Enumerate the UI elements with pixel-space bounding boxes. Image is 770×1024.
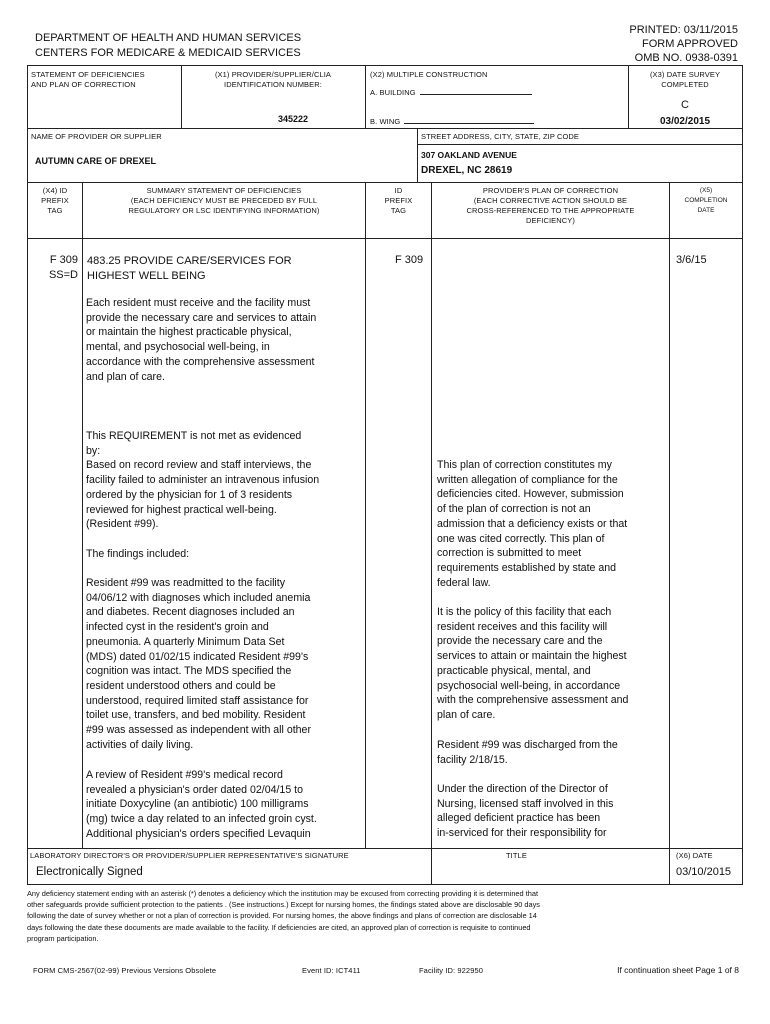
findings-label: The findings included: bbox=[86, 548, 190, 560]
event-id: Event ID: ICT411 bbox=[302, 966, 361, 975]
x4-header bbox=[28, 186, 82, 216]
signature-date: 03/10/2015 bbox=[676, 866, 732, 878]
x2-building bbox=[370, 86, 620, 98]
x4-header-line: TAG bbox=[47, 206, 63, 215]
plan-inservice-text: Under the direction of the Director of Nursing, licensed staff involved in this alleged deficient practice has been in-serviced for their responsibility for bbox=[437, 783, 614, 840]
x4-header-line: PREFIX bbox=[41, 196, 69, 205]
summary-header-line: REGULATORY OR LSC IDENTIFYING INFORMATION) bbox=[128, 206, 320, 215]
x3-label-line: COMPLETED bbox=[661, 80, 709, 89]
deficiency-title-line: HIGHEST WELL BEING bbox=[87, 270, 206, 282]
wing-line bbox=[404, 115, 534, 124]
header-box-bottom bbox=[27, 128, 743, 129]
disclaimer-text: Any deficiency statement ending with an asterisk (*) denotes a deficiency which the institution may be excused from correcting providing it is determined that other safeguards provide sufficient protection to the patients . (See instructions.) Except for nursing homes, the findings stated above are disclosable 90 days following the date of survey whether or not a plan of correction is provided. For nursing homes, the above findings and plans of correction are disclosable 14 days following the date these documents are made available to the facility. If deficiencies are cited, an approved plan of correction is requisite to continued program participation. bbox=[27, 889, 540, 943]
x3-label bbox=[630, 70, 740, 90]
divider-x1 bbox=[181, 65, 182, 128]
evidence-text: This REQUIREMENT is not met as evidenced by: Based on record review and staff interviews, the facility failed to administer an intravenous infusion ordered by the physician for 1 of 3 residents reviewed for highest practical well-being. (Resident #99). bbox=[86, 430, 320, 531]
plan-allegation-text: This plan of correction constitutes my written allegation of compliance for the deficiencies cited. However, submission of the plan of correction is not an admission that a deficiency exists or that one was cited correctly. This plan of correction is submitted to meet requirements established by state and federal law. bbox=[437, 459, 628, 589]
id-header bbox=[366, 186, 431, 216]
printed-date: PRINTED: 03/11/2015 bbox=[629, 24, 738, 36]
completion-date: 3/6/15 bbox=[676, 254, 707, 266]
divider-x3 bbox=[628, 65, 629, 128]
signature-box-bottom bbox=[27, 884, 743, 885]
x2-wing bbox=[370, 115, 620, 127]
requirement-text: Each resident must receive and the facility must provide the necessary care and services to attain or maintain the highest practicable physical, mental, and psychosocial well-being, in accordance with the comprehensive assessment and plan of care. bbox=[86, 297, 317, 383]
scope-severity: SS=D bbox=[48, 269, 78, 281]
building-line bbox=[420, 86, 532, 95]
x5-header-line: (X5) bbox=[699, 187, 713, 194]
form-number: FORM CMS-2567(02-99) Previous Versions Obsolete bbox=[33, 966, 217, 975]
date-label: (X6) DATE bbox=[676, 851, 713, 860]
x1-label-line: (X1) PROVIDER/SUPPLIER/CLIA bbox=[214, 70, 332, 79]
provider-name: AUTUMN CARE OF DREXEL bbox=[35, 156, 156, 166]
divider-address bbox=[417, 128, 418, 182]
omb-number: OMB NO. 0938-0391 bbox=[634, 52, 738, 64]
provider-number: 345222 bbox=[277, 114, 309, 124]
street-address: 307 OAKLAND AVENUE bbox=[421, 150, 517, 160]
department-title bbox=[35, 31, 395, 61]
plan-header-line: CROSS-REFERENCED TO THE APPROPRIATE bbox=[466, 206, 635, 215]
tag-right: F 309 bbox=[395, 254, 424, 266]
right-border bbox=[742, 65, 743, 884]
sig-divider-1 bbox=[431, 848, 432, 884]
divider-address-row bbox=[417, 144, 742, 145]
city-state-zip: DREXEL, NC 28619 bbox=[421, 165, 513, 176]
summary-header-line: (EACH DEFICIENCY MUST BE PRECEDED BY FULL bbox=[130, 196, 318, 205]
department-line: DEPARTMENT OF HEALTH AND HUMAN SERVICES bbox=[35, 32, 302, 44]
form-approval-block bbox=[518, 23, 738, 65]
x3-label-line: (X3) DATE SURVEY bbox=[649, 70, 721, 79]
plan-header-line: DEFICIENCY) bbox=[525, 216, 576, 225]
provider-name-label: NAME OF PROVIDER OR SUPPLIER bbox=[31, 132, 162, 141]
statement-label bbox=[31, 70, 179, 90]
x5-header-line: DATE bbox=[697, 207, 715, 214]
title-label: TITLE bbox=[506, 851, 527, 860]
plan-policy-text: It is the policy of this facility that each resident receives and this facility will provide the necessary care and the services to attain or maintain the highest practicable physical, mental, and psychosocial well-being, in accordance with the comprehensive assessment and plan of care. bbox=[437, 606, 629, 721]
id-header-line: ID bbox=[394, 186, 403, 195]
x4-header-line: (X4) ID bbox=[42, 186, 68, 195]
plan-header-line: (EACH CORRECTIVE ACTION SHOULD BE bbox=[473, 196, 628, 205]
survey-letter: C bbox=[681, 99, 689, 111]
summary-header bbox=[84, 186, 364, 216]
deficiency-title-line: 483.25 PROVIDE CARE/SERVICES FOR bbox=[87, 255, 292, 267]
x2-wing-label: B. WING bbox=[370, 117, 401, 126]
col-divider-4 bbox=[669, 182, 670, 848]
tag-left: F 309 bbox=[49, 254, 78, 266]
col-divider-1 bbox=[82, 182, 83, 848]
electronic-signature: Electronically Signed bbox=[36, 866, 143, 878]
x2-building-label: A. BUILDING bbox=[370, 88, 416, 97]
statement-label-line: STATEMENT OF DEFICIENCIES bbox=[31, 70, 145, 79]
form-approved: FORM APPROVED bbox=[642, 38, 738, 50]
address-label: STREET ADDRESS, CITY, STATE, ZIP CODE bbox=[421, 132, 580, 141]
summary-header-line: SUMMARY STATEMENT OF DEFICIENCIES bbox=[146, 186, 302, 195]
provider-box-bottom bbox=[27, 182, 743, 183]
body-bottom bbox=[27, 848, 743, 849]
x1-label bbox=[183, 70, 363, 90]
survey-date: 03/02/2015 bbox=[659, 116, 711, 127]
agency-line: CENTERS FOR MEDICARE & MEDICAID SERVICES bbox=[35, 47, 301, 59]
id-header-line: TAG bbox=[390, 206, 407, 215]
x5-header-line: COMPLETION bbox=[684, 197, 728, 204]
plan-header-line: PROVIDER'S PLAN OF CORRECTION bbox=[482, 186, 619, 195]
col-divider-3 bbox=[431, 182, 432, 848]
col-divider-2 bbox=[365, 182, 366, 848]
x1-label-line: IDENTIFICATION NUMBER: bbox=[224, 80, 322, 89]
x2-label: (X2) MULTIPLE CONSTRUCTION bbox=[370, 70, 488, 79]
plan-discharge-text: Resident #99 was discharged from the facility 2/18/15. bbox=[437, 739, 618, 766]
x5-header bbox=[671, 186, 741, 216]
plan-header bbox=[433, 186, 668, 226]
id-header-line: PREFIX bbox=[384, 196, 413, 205]
signature-label: LABORATORY DIRECTOR'S OR PROVIDER/SUPPLIER REPRESENTATIVE'S SIGNATURE bbox=[30, 851, 349, 860]
resident-history-text: Resident #99 was readmitted to the facility 04/06/12 with diagnoses which included anemia and diabetes. Recent diagnoses included an infected cyst in the resident's groin and pneumonia. A quarterly Minimum Data Set (MDS) dated 01/02/15 indicated Resident #99's cognition was intact. The MDS specified the resident understood others and could be understood, required limited staff assistance for toilet use, transfers, and bed mobility. Resident #99 was assessed as independent with all other activities of daily living. bbox=[86, 577, 311, 751]
deficiency-title bbox=[87, 254, 363, 284]
page-number: If continuation sheet Page 1 of 8 bbox=[617, 965, 739, 975]
facility-id: Facility ID: 922950 bbox=[419, 966, 484, 975]
sig-divider-2 bbox=[669, 848, 670, 884]
divider-x2 bbox=[365, 65, 366, 128]
column-header-bottom bbox=[27, 238, 743, 239]
statement-label-line: AND PLAN OF CORRECTION bbox=[31, 80, 136, 89]
top-border bbox=[27, 65, 743, 66]
medical-record-text: A review of Resident #99's medical record revealed a physician's order dated 02/04/15 to initiate Doxycyline (an antibiotic) 100 milligrams (mg) twice a day related to an infected groin cyst. Additional physician's orders specified Levaquin bbox=[86, 769, 317, 840]
